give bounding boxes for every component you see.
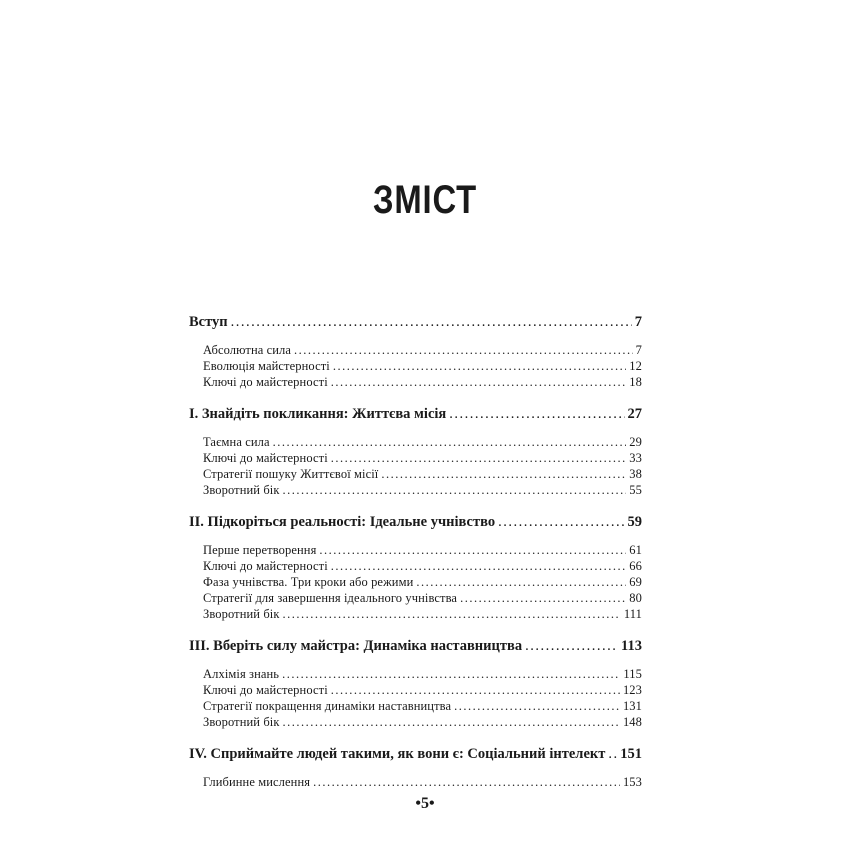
subsection-title: Ключі до майстерності: [203, 451, 328, 465]
subsection-page-number: 29: [629, 435, 642, 449]
toc-subsection-entry[interactable]: [203, 483, 642, 499]
chapter-title: I. Знайдіть покликання: Життєва місія: [189, 406, 447, 422]
subsection-page-number: 12: [629, 359, 642, 373]
toc-chapter-entry[interactable]: [189, 314, 642, 334]
subsection-title: Глибинне мислення: [203, 775, 311, 789]
table-of-contents: [189, 314, 642, 806]
page-title: ЗМІСТ: [372, 178, 477, 222]
chapter-page-number: 7: [634, 314, 642, 330]
subsection-title: Ключі до майстерності: [203, 375, 328, 389]
toc-subsection-entry[interactable]: [203, 343, 642, 359]
toc-subsection-entry[interactable]: [203, 699, 642, 715]
toc-subsection-entry[interactable]: [203, 375, 642, 391]
chapter-title: IV. Сприймайте людей такими, як вони є: Соціальний інтелект: [189, 746, 606, 762]
toc-section: [189, 514, 642, 623]
dot-leader: [283, 483, 627, 498]
dot-leader: [381, 467, 626, 482]
dot-leader: [331, 683, 620, 698]
dot-leader: [273, 435, 627, 450]
dot-leader: [283, 715, 620, 730]
toc-subsection-entry[interactable]: [203, 467, 642, 483]
chapter-title: Вступ: [189, 314, 228, 330]
toc-section: [189, 406, 642, 499]
subsection-title: Зворотний бік: [203, 483, 280, 497]
subsection-page-number: 111: [623, 607, 642, 621]
dot-leader: [331, 375, 627, 390]
chapter-page-number: 151: [620, 746, 642, 762]
chapter-page-number: 113: [621, 638, 642, 654]
toc-subsection-entry[interactable]: [203, 775, 642, 791]
dot-leader: [331, 559, 627, 574]
toc-subsection-entry[interactable]: [203, 683, 642, 699]
toc-subsection-entry[interactable]: [203, 359, 642, 375]
toc-subsection-entry[interactable]: [203, 715, 642, 731]
dot-leader: [283, 607, 621, 622]
subsection-page-number: 69: [629, 575, 642, 589]
dot-leader: [608, 746, 617, 763]
subsection-page-number: 33: [629, 451, 642, 465]
subsection-page-number: 38: [629, 467, 642, 481]
toc-subsection-entry[interactable]: [203, 607, 642, 623]
dot-leader: [498, 514, 624, 531]
subsection-title: Зворотний бік: [203, 607, 280, 621]
subsection-page-number: 123: [622, 683, 642, 697]
toc-chapter-entry[interactable]: [189, 638, 642, 658]
dot-leader: [282, 667, 620, 682]
dot-leader: [331, 451, 627, 466]
chapter-title: II. Підкоріться реальності: Ідеальне учнівство: [189, 514, 496, 530]
page-number: •5•: [415, 795, 435, 812]
dot-leader: [460, 591, 626, 606]
subsection-title: Стратегії покращення динаміки наставництва: [203, 699, 452, 713]
subsection-page-number: 153: [622, 775, 642, 789]
dot-leader: [454, 699, 620, 714]
subsection-page-number: 66: [629, 559, 642, 573]
toc-subsection-entry[interactable]: [203, 451, 642, 467]
chapter-page-number: 27: [627, 406, 642, 422]
subsection-page-number: 55: [629, 483, 642, 497]
subsection-title: Зворотний бік: [203, 715, 280, 729]
dot-leader: [319, 543, 626, 558]
subsection-title: Стратегії пошуку Життєвої місії: [203, 467, 379, 481]
toc-chapter-entry[interactable]: [189, 514, 642, 534]
subsection-page-number: 61: [629, 543, 642, 557]
subsection-page-number: 80: [629, 591, 642, 605]
subsection-title: Ключі до майстерності: [203, 683, 328, 697]
chapter-title: III. Вберіть силу майстра: Динаміка наставництва: [189, 638, 523, 654]
toc-chapter-entry[interactable]: [189, 406, 642, 426]
subsection-page-number: 148: [622, 715, 642, 729]
toc-subsection-entry[interactable]: [203, 591, 642, 607]
subsection-title: Еволюція майстерності: [203, 359, 330, 373]
subsection-page-number: 7: [635, 343, 642, 357]
subsection-title: Фаза учнівства. Три кроки або режими: [203, 575, 414, 589]
toc-subsection-entry[interactable]: [203, 435, 642, 451]
dot-leader: [333, 359, 626, 374]
subsection-page-number: 115: [623, 667, 642, 681]
toc-subsection-entry[interactable]: [203, 667, 642, 683]
toc-subsection-entry[interactable]: [203, 575, 642, 591]
dot-leader: [294, 343, 633, 358]
dot-leader: [313, 775, 620, 790]
toc-section: [189, 746, 642, 791]
toc-section: [189, 638, 642, 731]
subsection-page-number: 131: [622, 699, 642, 713]
subsection-title: Таємна сила: [203, 435, 270, 449]
subsection-title: Алхімія знань: [203, 667, 280, 681]
dot-leader: [231, 314, 632, 331]
toc-section: [189, 314, 642, 391]
subsection-title: Перше перетворення: [203, 543, 317, 557]
subsection-page-number: 18: [629, 375, 642, 389]
subsection-title: Абсолютна сила: [203, 343, 292, 357]
toc-chapter-entry[interactable]: [189, 746, 642, 766]
toc-subsection-entry[interactable]: [203, 559, 642, 575]
subsection-title: Ключі до майстерності: [203, 559, 328, 573]
subsection-title: Стратегії для завершення ідеального учнівства: [203, 591, 458, 605]
dot-leader: [449, 406, 624, 423]
dot-leader: [416, 575, 626, 590]
chapter-page-number: 59: [627, 514, 642, 530]
dot-leader: [525, 638, 618, 655]
toc-subsection-entry[interactable]: [203, 543, 642, 559]
